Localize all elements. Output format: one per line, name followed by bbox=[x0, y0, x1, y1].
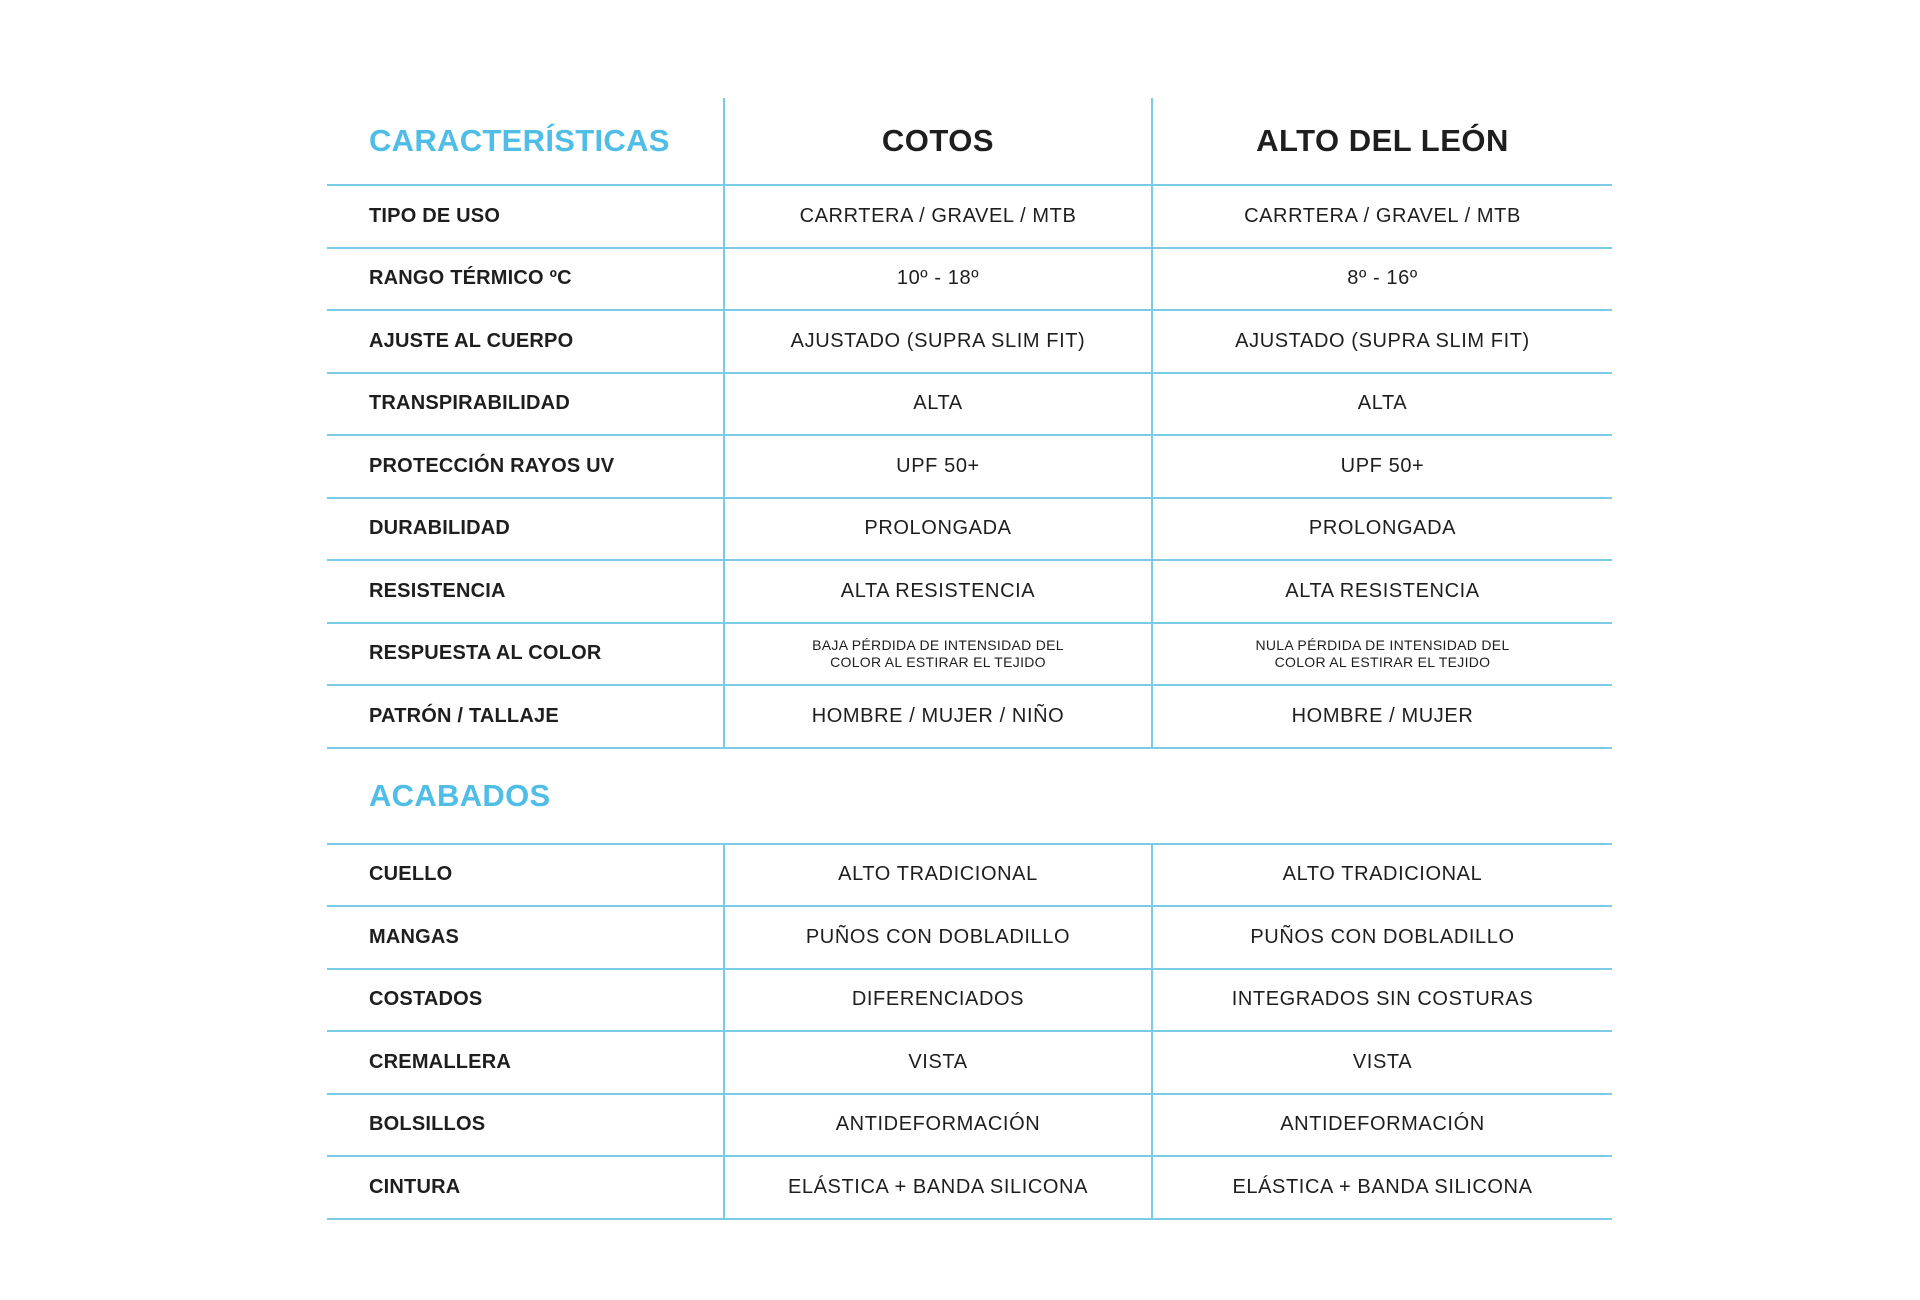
finishes-section-header bbox=[327, 749, 1612, 845]
row-label: CREMALLERA bbox=[369, 1050, 511, 1073]
alto-del-leon-value-line: NULA PÉRDIDA DE INTENSIDAD DEL bbox=[1255, 636, 1510, 653]
row-label: BOLSILLOS bbox=[369, 1113, 486, 1136]
table-header-row bbox=[327, 98, 1612, 186]
alto-del-leon-value: 8º - 16º bbox=[1151, 249, 1612, 310]
alto-del-leon-value: PUÑOS CON DOBLADILLO bbox=[1151, 907, 1612, 968]
table-row bbox=[327, 311, 1612, 374]
row-label: AJUSTE AL CUERPO bbox=[369, 329, 574, 352]
alto-del-leon-value: HOMBRE / MUJER bbox=[1151, 686, 1612, 747]
finishes-title: ACABADOS bbox=[369, 777, 551, 813]
table-row bbox=[327, 1157, 1612, 1220]
row-label: PATRÓN / TALLAJE bbox=[369, 704, 559, 727]
alto-del-leon-value-text bbox=[1255, 637, 1509, 671]
cotos-value: ANTIDEFORMACIÓN bbox=[723, 1095, 1151, 1156]
alto-del-leon-value: UPF 50+ bbox=[1151, 436, 1612, 497]
alto-del-leon-value: ALTA RESISTENCIA bbox=[1151, 561, 1612, 622]
column-header-alto-del-leon bbox=[1151, 98, 1612, 184]
product-a-name: COTOS bbox=[881, 123, 995, 158]
row-label: PROTECCIÓN RAYOS UV bbox=[369, 454, 615, 477]
cotos-value: ALTA RESISTENCIA bbox=[723, 561, 1151, 622]
comparison-sheet bbox=[327, 98, 1612, 1220]
row-label: RESISTENCIA bbox=[369, 579, 506, 602]
cotos-value bbox=[723, 624, 1151, 685]
row-label: CUELLO bbox=[369, 863, 453, 886]
alto-del-leon-value bbox=[1151, 624, 1612, 685]
cotos-value: ELÁSTICA + BANDA SILICONA bbox=[723, 1157, 1151, 1218]
alto-del-leon-value: VISTA bbox=[1151, 1032, 1612, 1093]
cotos-value-line: COLOR AL ESTIRAR EL TEJIDO bbox=[830, 653, 1046, 670]
cotos-value-line: BAJA PÉRDIDA DE INTENSIDAD DEL bbox=[812, 636, 1064, 653]
alto-del-leon-value: ALTO TRADICIONAL bbox=[1151, 845, 1612, 906]
row-label: TIPO DE USO bbox=[369, 204, 501, 227]
cotos-value: DIFERENCIADOS bbox=[723, 970, 1151, 1031]
table-row bbox=[327, 374, 1612, 437]
row-label: CINTURA bbox=[369, 1175, 461, 1198]
table-row bbox=[327, 436, 1612, 499]
row-label: MANGAS bbox=[369, 925, 460, 948]
row-label: RESPUESTA AL COLOR bbox=[369, 642, 602, 665]
alto-del-leon-value: INTEGRADOS SIN COSTURAS bbox=[1151, 970, 1612, 1031]
table-row bbox=[327, 907, 1612, 970]
table-row bbox=[327, 561, 1612, 624]
row-label: TRANSPIRABILIDAD bbox=[369, 392, 570, 415]
cotos-value: 10º - 18º bbox=[723, 249, 1151, 310]
table-row bbox=[327, 845, 1612, 908]
alto-del-leon-value: AJUSTADO (SUPRA SLIM FIT) bbox=[1151, 311, 1612, 372]
cotos-value: CARRTERA / GRAVEL / MTB bbox=[723, 186, 1151, 247]
features-title-text: CARACTERÍSTICAS bbox=[369, 123, 670, 158]
alto-del-leon-value: CARRTERA / GRAVEL / MTB bbox=[1151, 186, 1612, 247]
table-row bbox=[327, 186, 1612, 249]
table-row bbox=[327, 970, 1612, 1033]
cotos-value: HOMBRE / MUJER / NIÑO bbox=[723, 686, 1151, 747]
alto-del-leon-value: PROLONGADA bbox=[1151, 499, 1612, 560]
cotos-value: ALTO TRADICIONAL bbox=[723, 845, 1151, 906]
row-label: COSTADOS bbox=[369, 988, 483, 1011]
cotos-value: PROLONGADA bbox=[723, 499, 1151, 560]
cotos-value: ALTA bbox=[723, 374, 1151, 435]
table-row bbox=[327, 499, 1612, 562]
row-label: DURABILIDAD bbox=[369, 517, 511, 540]
cotos-value-text bbox=[812, 637, 1064, 671]
column-header-cotos bbox=[723, 98, 1151, 184]
cotos-value: AJUSTADO (SUPRA SLIM FIT) bbox=[723, 311, 1151, 372]
table-row bbox=[327, 624, 1612, 687]
alto-del-leon-value: ANTIDEFORMACIÓN bbox=[1151, 1095, 1612, 1156]
table-row bbox=[327, 249, 1612, 312]
table-row bbox=[327, 1095, 1612, 1158]
table-row bbox=[327, 1032, 1612, 1095]
cotos-value: VISTA bbox=[723, 1032, 1151, 1093]
cotos-value: UPF 50+ bbox=[723, 436, 1151, 497]
product-b-name: ALTO DEL LEÓN bbox=[1256, 123, 1509, 158]
alto-del-leon-value: ELÁSTICA + BANDA SILICONA bbox=[1151, 1157, 1612, 1218]
features-table bbox=[327, 98, 1612, 749]
table-row bbox=[327, 686, 1612, 749]
row-label: RANGO TÉRMICO ºC bbox=[369, 267, 572, 290]
alto-del-leon-value: ALTA bbox=[1151, 374, 1612, 435]
cotos-value: PUÑOS CON DOBLADILLO bbox=[723, 907, 1151, 968]
features-section-title bbox=[327, 98, 723, 184]
finishes-table bbox=[327, 845, 1612, 1220]
alto-del-leon-value-line: COLOR AL ESTIRAR EL TEJIDO bbox=[1274, 653, 1491, 670]
